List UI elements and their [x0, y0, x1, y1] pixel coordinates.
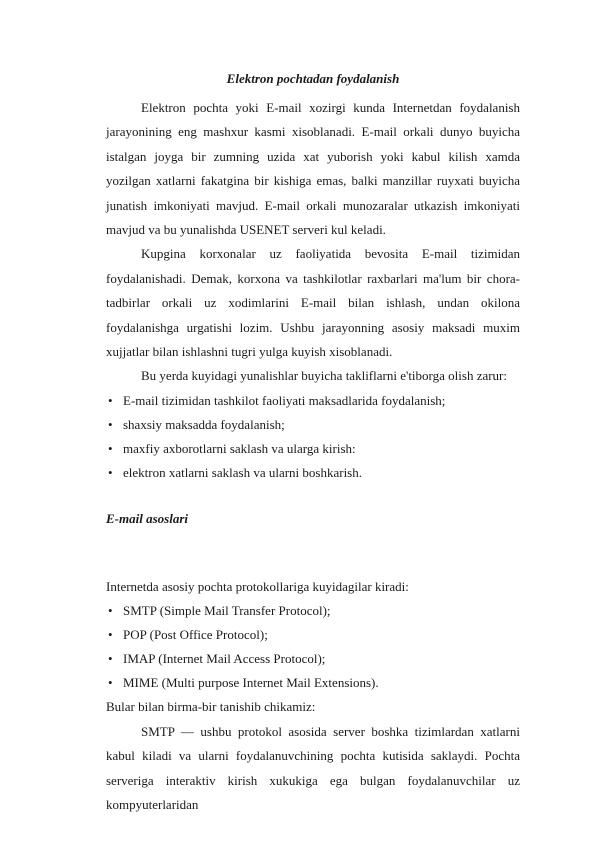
paragraph-smtp: SMTP — ushbu protokol asosida server boshka tizimlardan xatlarni kabul kiladi va ularni foydalanuvchining pochta kutisida saklaydi. Pochta serveriga interaktiv kirish xukukiga ega bulgan foydalanuvchilar uz kompyuterlaridan: [106, 723, 520, 812]
paragraph-companies: Kupgina korxonalar uz faoliyatida bevosita E-mail tizimidan foydalanishadi. Demak, korxona va tashkilotlar raxbarlari ma'lum bir chora-tadbirlar orkali uz xodimlarini E-mail bilan ishlash, undan okilona foydalanishga urgatishi lozim. Ushbu jarayonning asosiy maksadi muxim xujjatlar bilan ishlashni tugri yulga kuyish xisoblanadi.: [106, 246, 520, 360]
list-item: • MIME (Multi purpose Internet Mail Extensions).: [106, 671, 520, 695]
paragraph-protocols: Internetda asosiy pochta protokollariga kuyidagilar kiradi:: [106, 578, 409, 594]
list-item: • IMAP (Internet Mail Access Protocol);: [106, 647, 520, 671]
section-title: E-mail asoslari: [106, 510, 188, 526]
proposal-list: [106, 389, 520, 485]
spacer: [106, 555, 520, 575]
paragraph-proposals: Bu yerda kuyidagi yunalishlar buyicha takliflarni e'tiborga olish zarur:: [141, 368, 507, 384]
list-item: • SMTP (Simple Mail Transfer Protocol);: [106, 599, 520, 623]
list-item: • shaxsiy maksadda foydalanish;: [106, 413, 520, 437]
list-item: • E-mail tizimidan tashkilot faoliyati maksadlarida foydalanish;: [106, 389, 520, 413]
document-title: Elektron pochtadan foydalanish: [226, 71, 400, 86]
protocol-list: [106, 599, 520, 695]
paragraph-intro: Elektron pochta yoki E-mail xozirgi kunda Internetdan foydalanish jarayonining eng mashxur kasmi xisoblanadi. E-mail orkali dunyo buyicha istalgan joyga bir zumning uzida xat yuborish yoki kabul kilish xamda yozilgan xatlarni fakatgina bir kishiga emas, balki manzillar ruyxati buyicha junatish imkoniyati mavjud. E-mail orkali munozaralar utkazish imkoniyati mavjud va bu yunalishda USENET serveri kul keladi.: [106, 100, 520, 238]
paragraph-intro-protocols: Bular bilan birma-bir tanishib chikamiz:: [106, 699, 316, 715]
list-item: • POP (Post Office Protocol);: [106, 623, 520, 647]
list-item: • maxfiy axborotlarni saklash va ularga kirish:: [106, 437, 520, 461]
list-item: • elektron xatlarni saklash va ularni boshkarish.: [106, 461, 520, 485]
